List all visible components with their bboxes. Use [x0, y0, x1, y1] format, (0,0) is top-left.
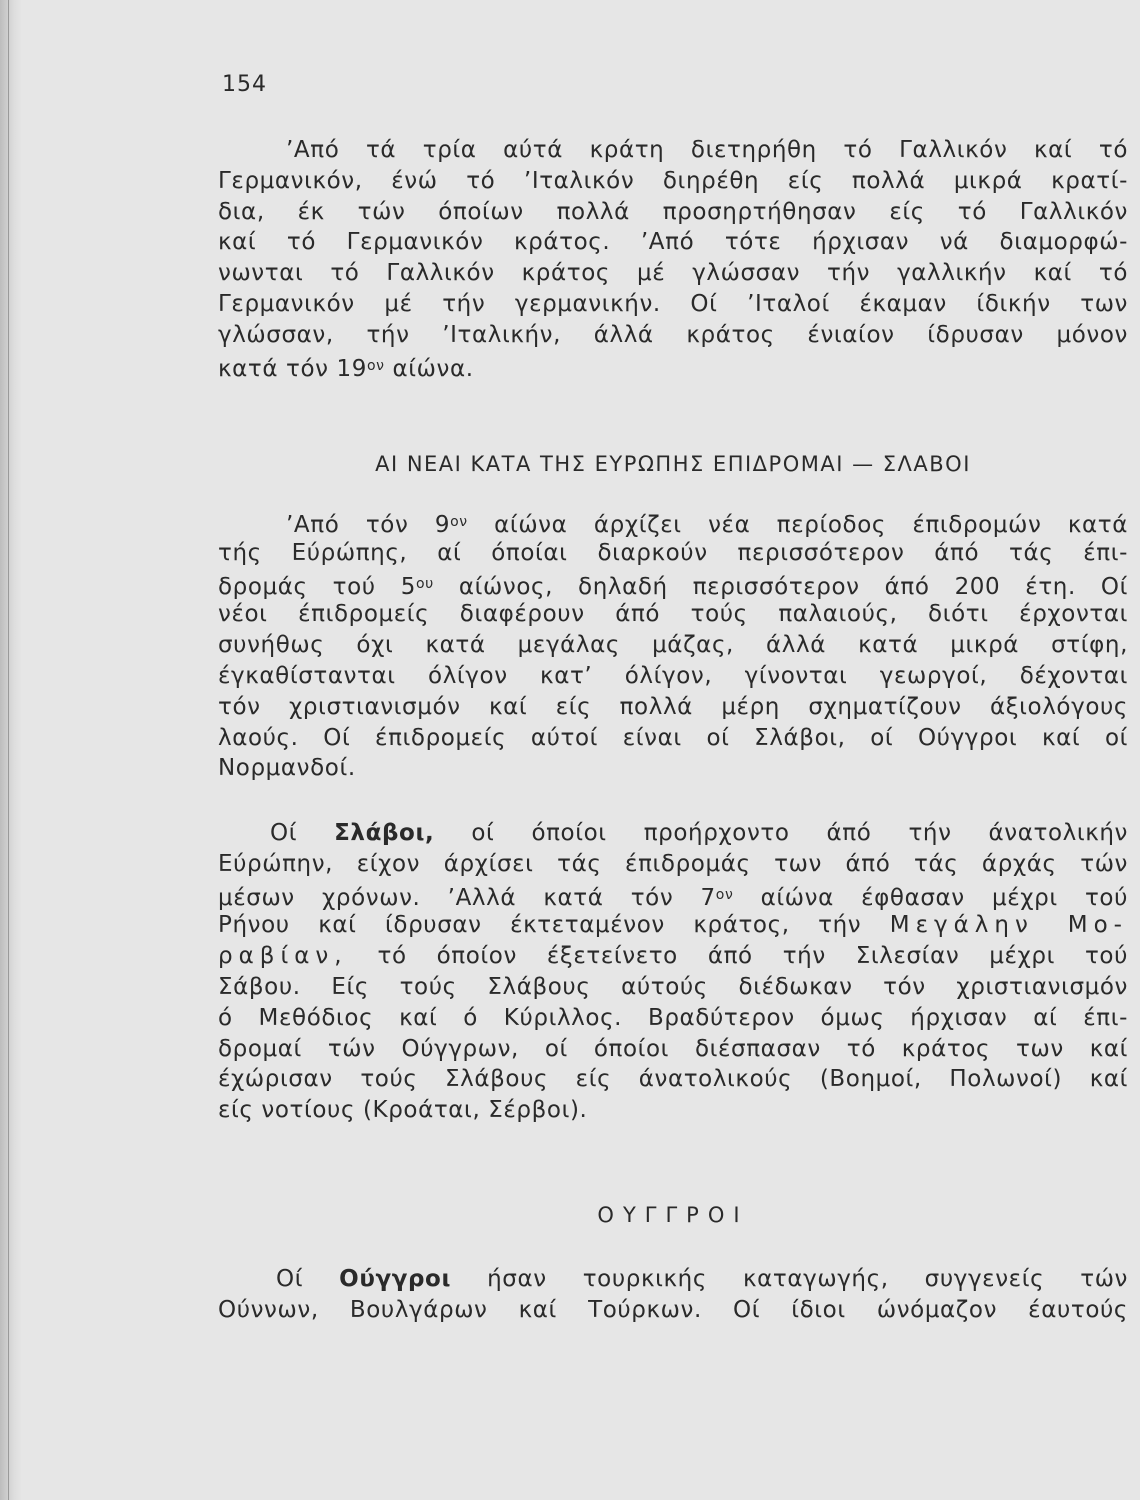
text-line: νωνται τό Γαλλικόν κράτος μέ γλώσσαν τήν γαλλικήν καί τό [218, 260, 1128, 287]
text-run: μέσων χρόνων. ’Αλλά κατά τόν 7 [218, 884, 716, 911]
text-line [218, 351, 1128, 382]
text-line: Γερμανικόν, ένώ τό ’Ιταλικόν διηρέθη είς πολλά μικρά κρατί- [218, 167, 1128, 194]
text-run: αίώνα έφθασαν μέχρι τού [733, 884, 1128, 911]
text-line: Γερμανικόν μέ τήν γερμανικήν. Οί ’Ιταλοί έκαμαν ίδικήν των [218, 290, 1128, 317]
text-line: Εύρώπην, είχον άρχίσει τάς έπιδρομάς των άπό τάς άρχάς τών [218, 850, 1128, 877]
text-run: ήσαν τουρκικής καταγωγής, συγγενείς τών [451, 1266, 1128, 1292]
text-line [218, 941, 1128, 972]
text-line: είς νοτίους (Κροάται, Σέρβοι). [218, 1097, 588, 1124]
paragraph-4 [218, 1264, 1128, 1326]
text-line: λαούς. Οί έπιδρομείς αύτοί είναι οί Σλάβοι, οί Ούγγροι καί οί [218, 724, 1128, 751]
text-run: ’Από τόν 9 [286, 512, 451, 538]
bold-term: Σλάβοι, [334, 820, 435, 846]
superscript: ον [366, 357, 385, 374]
page-binding-shadow [0, 0, 22, 1500]
text-run: Οί [276, 1266, 340, 1292]
spaced-term: ραβίαν, [218, 943, 348, 970]
text-run: οί όποίοι προήρχοντο άπό τήν άνατολικήν [434, 820, 1128, 846]
text-line [218, 1264, 1128, 1295]
text-line: νέοι έπιδρομείς διαφέρουν άπό τούς παλαιούς, διότι έρχονται [218, 601, 1128, 628]
text-line [218, 569, 1128, 600]
paragraph-2 [218, 507, 1128, 784]
text-line: τόν χριστιανισμόν καί είς πολλά μέρη σχηματίζουν άξιολόγους [218, 693, 1128, 720]
text-line: καί τό Γερμανικόν κράτος. ’Από τότε ήρχισαν νά διαμορφώ- [218, 229, 1128, 256]
text-line: τής Εύρώπης, αί όποίαι διαρκούν περισσότερον άπό τάς έπι- [218, 539, 1128, 566]
text-line: Ούννων, Βουλγάρων καί Τούρκων. Οί ίδιοι ώνόμαζον έαυτούς [218, 1296, 1128, 1323]
text-run: κατά τόν 19 [218, 355, 367, 382]
paragraph-1 [218, 135, 1128, 381]
page-edge-line [8, 0, 9, 1500]
section-heading-hungarians: ΟΥΓΓΡΟΙ [597, 1203, 749, 1227]
text-line: έγκαθίστανται όλίγον κατ’ όλίγον, γίνονται γεωργοί, δέχονται [218, 662, 1128, 689]
text-line: γλώσσαν, τήν ’Ιταλικήν, άλλά κράτος ένιαίον ίδρυσαν μόνον [218, 321, 1128, 348]
text-line [218, 910, 1128, 941]
text-run: αίώνα. [384, 355, 474, 382]
text-line: συνήθως όχι κατά μεγάλας μάζας, άλλά κατά μικρά στίφη, [218, 632, 1128, 659]
text-line: Σάβου. Είς τούς Σλάβους αύτούς διέδωκαν τόν χριστιανισμόν [218, 973, 1128, 1000]
text-line: έχώρισαν τούς Σλάβους είς άνατολικούς (Βοημοί, Πολωνοί) καί [218, 1066, 1128, 1093]
text-line: δια, έκ τών όποίων πολλά προσηρτήθησαν είς τό Γαλλικόν [218, 198, 1128, 225]
text-run: τό όποίον έξετείνετο άπό τήν Σιλεσίαν μέχρι τού [347, 943, 1128, 970]
text-line [218, 507, 1128, 538]
text-run: Ρήνου καί ίδρυσαν έκτεταμένον κράτος, τήν [218, 912, 890, 939]
text-line: δρομαί τών Ούγγρων, οί όποίοι διέσπασαν τό κράτος των καί [218, 1035, 1128, 1062]
text-run: αίώνος, δηλαδή περισσότερον άπό 200 έτη. Οί [433, 573, 1128, 600]
bold-term: Ούγγροι [339, 1266, 452, 1292]
text-line [218, 880, 1128, 911]
section-heading-slavs: ΑΙ ΝΕΑΙ ΚΑΤΑ ΤΗΣ ΕΥΡΩΠΗΣ ΕΠΙΔΡΟΜΑΙ — ΣΛΑΒΟΙ [375, 452, 971, 476]
text-run: Οί [270, 820, 335, 846]
superscript: ον [715, 886, 734, 903]
superscript: ου [415, 575, 434, 592]
superscript: ον [450, 514, 468, 530]
paragraph-3 [218, 818, 1128, 1126]
page-number: 154 [222, 72, 267, 97]
text-run: αίώνα άρχίζει νέα περίοδος έπιδρομών κατά [467, 512, 1128, 538]
text-line: ό Μεθόδιος καί ό Κύριλλος. Βραδύτερον όμως ήρχισαν αί έπι- [218, 1004, 1128, 1031]
text-line: ’Από τά τρία αύτά κράτη διετηρήθη τό Γαλλικόν καί τό [286, 137, 1128, 163]
spaced-term: Μεγάλην Μο- [889, 912, 1128, 939]
text-line: Νορμανδοί. [218, 755, 356, 782]
text-line [218, 818, 1128, 849]
text-run: δρομάς τού 5 [218, 573, 416, 600]
